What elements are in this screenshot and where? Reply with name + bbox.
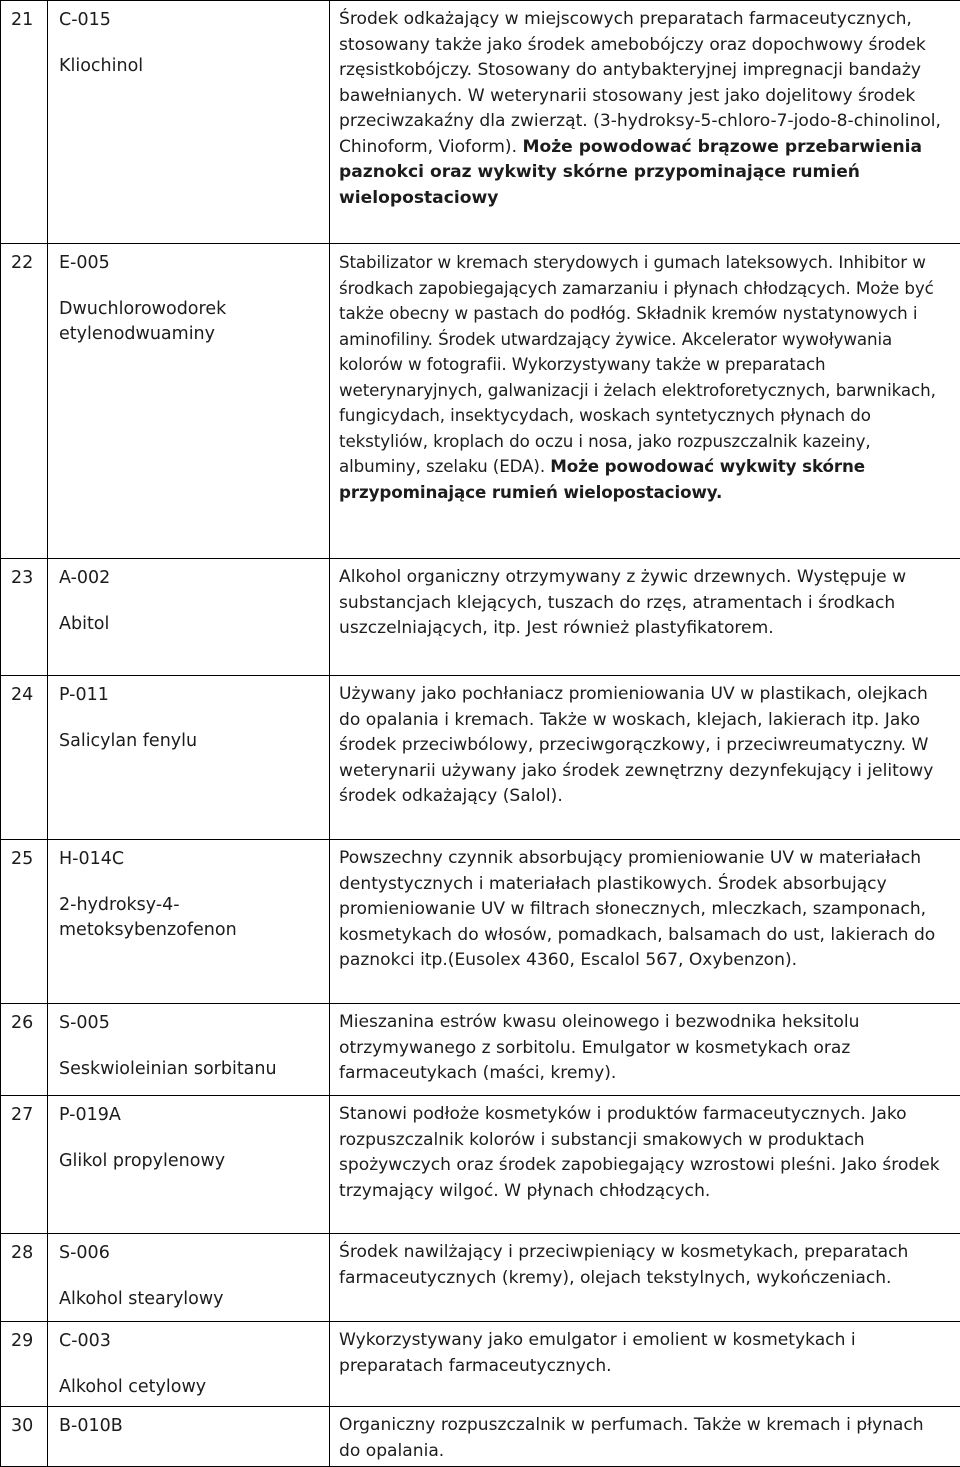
entry-description-cell — [330, 1004, 960, 1096]
entry-code: P-011 — [59, 685, 109, 705]
entry-code: C-015 — [59, 10, 111, 30]
entry-code: S-005 — [59, 1013, 110, 1033]
entry-code: A-002 — [59, 568, 111, 588]
entry-code-cell — [48, 676, 330, 840]
table-row — [1, 244, 960, 559]
entry-code-cell — [48, 1096, 330, 1234]
entry-name: 2-hydroksy-4-metoksybenzofenon — [59, 895, 237, 940]
entry-number: 27 — [1, 1096, 48, 1234]
entry-name: Glikol propylenowy — [59, 1151, 226, 1171]
table-row — [1, 1004, 960, 1096]
entry-number: 24 — [1, 676, 48, 840]
entry-code: C-003 — [59, 1331, 111, 1351]
entry-name: Alkohol stearylowy — [59, 1289, 224, 1309]
entry-code: P-019A — [59, 1105, 121, 1125]
entry-number: 25 — [1, 840, 48, 1004]
entry-description: Powszechny czynnik absorbujący promieniowanie UV w materiałach dentystycznych i materiałach plastikowych. Środek absorbujący promieniowanie UV w filtrach słonecznych, mleczkach, szamponach, kosmetykach do włosów, pomadkach, balsamach do ust, lakierach do paznokci itp.(Eusolex 4360, Escalol 567, Oxybenzon). — [339, 848, 936, 970]
table-row — [1, 1234, 960, 1322]
entry-number: 23 — [1, 559, 48, 676]
entry-number: 30 — [1, 1407, 48, 1467]
entry-description: Organiczny rozpuszczalnik w perfumach. Także w kremach i płynach do opalania. — [339, 1415, 924, 1461]
table-row — [1, 1407, 960, 1467]
entry-code-cell — [48, 244, 330, 559]
entry-code: E-005 — [59, 253, 110, 273]
entry-description: Stabilizator w kremach sterydowych i gumach lateksowych. Inhibitor w środkach zapobiegających zamarzaniu i płynach chłodzących. Może być także obecny w pastach do podłóg. Składnik kremów nystatynowych i aminofiliny. Środek utwardzający żywice. Akcelerator wywoływania kolorów w fotografii. Wykorzystywany także w preparatach weterynaryjnych, galwanizacji i żelach elektroforetycznych, barwnikach, fungicydach, insektycydach, woskach syntetycznych płynach do tekstyliów, kroplach do oczu i nosa, jako rozpuszczalnik kazeiny, albuminy, szelaku (EDA). — [339, 252, 936, 476]
entry-code-cell — [48, 1322, 330, 1407]
entry-code-cell — [48, 1234, 330, 1322]
entry-name: Kliochinol — [59, 56, 144, 76]
entry-code-cell — [48, 1004, 330, 1096]
entry-number: 22 — [1, 244, 48, 559]
entry-description-cell — [330, 1322, 960, 1407]
entry-description-cell — [330, 1407, 960, 1467]
entry-description-cell — [330, 559, 960, 676]
entry-number: 29 — [1, 1322, 48, 1407]
entry-code: S-006 — [59, 1243, 110, 1263]
entry-name: Abitol — [59, 614, 110, 634]
entry-description-cell — [330, 1096, 960, 1234]
table-row — [1, 676, 960, 840]
table-row — [1, 840, 960, 1004]
entry-description: Wykorzystywany jako emulgator i emolient w kosmetykach i preparatach farmaceutycznych. — [339, 1330, 856, 1376]
entry-code-cell — [48, 559, 330, 676]
entry-code-cell — [48, 840, 330, 1004]
entry-description: Stanowi podłoże kosmetyków i produktów farmaceutycznych. Jako rozpuszczalnik kolorów i substancji smakowych w produktach spożywczych oraz środek zapobiegający wzrostowi pleśni. Jako środek trzymający wilgoć. W płynach chłodzących. — [339, 1104, 940, 1201]
entry-description: Używany jako pochłaniacz promieniowania UV w plastikach, olejkach do opalania i kremach. Także w woskach, klejach, lakierach itp. Jako środek przeciwbólowy, przeciwgorączkowy, i przeciwreumatyczny. W weterynarii używany jako środek zewnętrzny dezynfekujący i jelitowy środek odkażający (Salol). — [339, 684, 934, 806]
entry-warning: Może powodować wykwity skórne przypominające rumień wielopostaciowy. — [339, 456, 866, 502]
entry-description: Mieszanina estrów kwasu oleinowego i bezwodnika heksitolu otrzymywanego z sorbitolu. Emulgator w kosmetykach oraz farmaceutykach (maści, kremy). — [339, 1012, 860, 1083]
entry-number: 28 — [1, 1234, 48, 1322]
entry-warning: Może powodować brązowe przebarwienia paznokci oraz wykwity skórne przypominające rumień wielopostaciowy — [339, 136, 923, 208]
entry-description-cell — [330, 1, 960, 244]
entry-number: 21 — [1, 1, 48, 244]
entry-code-cell — [48, 1, 330, 244]
entry-code: B-010B — [59, 1416, 123, 1436]
entry-description-cell — [330, 1234, 960, 1322]
entry-description-cell — [330, 244, 960, 559]
entry-description: Alkohol organiczny otrzymywany z żywic drzewnych. Występuje w substancjach klejących, tuszach do rzęs, atramentach i środkach uszczelniających, itp. Jest również plastyfikatorem. — [339, 567, 907, 638]
allergen-table-body — [1, 1, 960, 1467]
entry-number: 26 — [1, 1004, 48, 1096]
table-row — [1, 559, 960, 676]
entry-name: Seskwioleinian sorbitanu — [59, 1059, 277, 1079]
entry-description-cell — [330, 676, 960, 840]
table-row — [1, 1322, 960, 1407]
entry-description: Środek nawilżający i przeciwpieniący w kosmetykach, preparatach farmaceutycznych (kremy), olejach tekstylnych, wykończeniach. — [339, 1242, 909, 1288]
entry-name: Dwuchlorowodorek etylenodwuaminy — [59, 299, 227, 344]
entry-name: Alkohol cetylowy — [59, 1377, 207, 1397]
entry-description: Środek odkażający w miejscowych preparatach farmaceutycznych, stosowany także jako środek amebobójczy oraz dopochwowy środek rzęsistkobójczy. Stosowany do antybakteryjnej impregnacji bandaży bawełnianych. W weterynarii stosowany jest jako dojelitowy środek przeciwzakaźny dla zwierząt. (3-hydroksy-5-chloro-7-jodo-8-chinolinol, Chinoform, Vioform). — [339, 9, 941, 157]
table-row — [1, 1, 960, 244]
entry-name: Salicylan fenylu — [59, 731, 198, 751]
entry-code-cell — [48, 1407, 330, 1467]
entry-code: H-014C — [59, 849, 125, 869]
entry-description-cell — [330, 840, 960, 1004]
table-row — [1, 1096, 960, 1234]
